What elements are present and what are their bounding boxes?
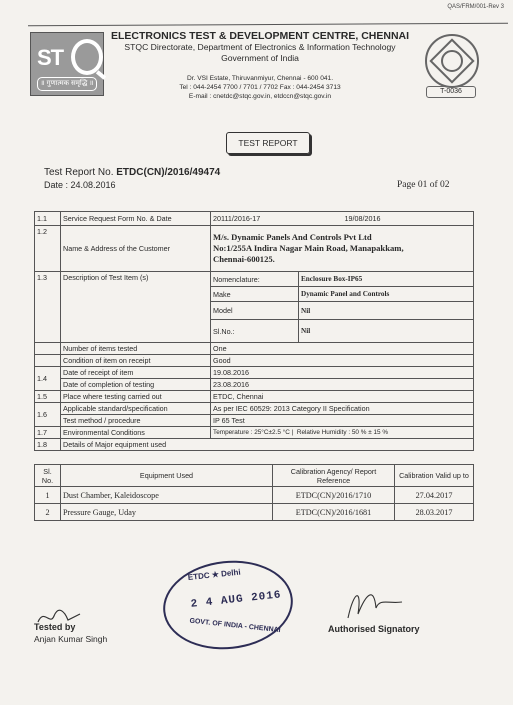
official-stamp: ETDC ★ Delhi 2 4 AUG 2016 GOVT. OF INDIA - CHENNAI	[159, 554, 297, 655]
stqc-logo: ST ॥ गुणात्मक समृद्धि ॥	[30, 32, 104, 96]
environmental-conditions: Temperature : 25°C±2.5 °C | Relative Humidity : 50 % ± 15 %	[211, 427, 474, 439]
table-row: 2 Pressure Gauge, Uday ETDC(CN)/2016/1681 28.03.2017	[35, 504, 474, 521]
report-number: Test Report No. ETDC(CN)/2016/49474	[44, 167, 221, 178]
page-indicator: Page 01 of 02	[397, 180, 450, 190]
service-request: 20111/2016-17 19/08/2016	[211, 212, 474, 226]
authorised-signatory-label: Authorised Signatory	[328, 624, 420, 634]
details-table: 1.1 Service Request Form No. & Date 20111/2016-17 19/08/2016 1.2 Name & Address of the Customer M/s. Dynamic Panels And Controls Pvt Ltd No:1/255A Indira Nagar Main Road, Manapakkam, Chennai-600125. 1.3 Description of Test Item (s) Nomenclature: Enclosure Box-IP65 Make Dynamic Panel and Controls Model Nil Sl.No.: Nil Number of items tested One Condition of item on receipt Good 1.4 Date of receipt of item 19.08.2016 Date of completion of testing 23.08.2016 1.5 Place where testing carried out ETDC, Chennai 1.6 Applicable standard/specification As per IEC 60529: 2013 Category II Specification Test method / procedure IP 65 Test 1.7 Environmental Conditions Temperature : 25°C±2.5 °C | Relative Humidity : 50 % ± 15 % 1.8 Details of Major equipment used	[34, 211, 474, 451]
header-rule	[28, 23, 508, 27]
accreditation-seal-icon	[425, 34, 479, 88]
report-date: Date : 24.08.2016	[44, 180, 116, 190]
org-title: ELECTRONICS TEST & DEVELOPMENT CENTRE, CHENNAI	[110, 30, 410, 42]
logo-tagline: ॥ गुणात्मक समृद्धि ॥	[37, 77, 97, 91]
customer-address: M/s. Dynamic Panels And Controls Pvt Ltd No:1/255A Indira Nagar Main Road, Manapakkam, Chennai-600125.	[211, 226, 474, 272]
accreditation-code: T-0036	[426, 86, 476, 98]
org-subtitle: STQC Directorate, Department of Electronics & Information Technology Government of India	[124, 42, 396, 63]
equipment-table: Sl. No. Equipment Used Calibration Agency/ Report Reference Calibration Valid up to 1 Dust Chamber, Kaleidoscope ETDC(CN)/2016/1710 27.04.2017 2 Pressure Gauge, Uday ETDC(CN)/2016/1681 28.03.2017	[34, 464, 474, 521]
authorised-signature	[340, 584, 410, 624]
report-heading: TEST REPORT	[226, 132, 310, 154]
org-address: Dr. VSI Estate, Thiruvanmiyur, Chennai - 600 041. Tel : 044-2454 7700 / 7701 / 7702 Fax : 044-2454 3713 E-mail : cnetdc@stqc.gov.in, etdccn@stqc.gov.in	[179, 75, 341, 100]
tester-name: Anjan Kumar Singh	[34, 634, 108, 644]
tested-by-label: Tested by	[34, 622, 76, 632]
table-row: 1 Dust Chamber, Kaleidoscope ETDC(CN)/2016/1710 27.04.2017	[35, 487, 474, 504]
form-number: QAS/FRM/001-Rev 3	[447, 4, 504, 10]
